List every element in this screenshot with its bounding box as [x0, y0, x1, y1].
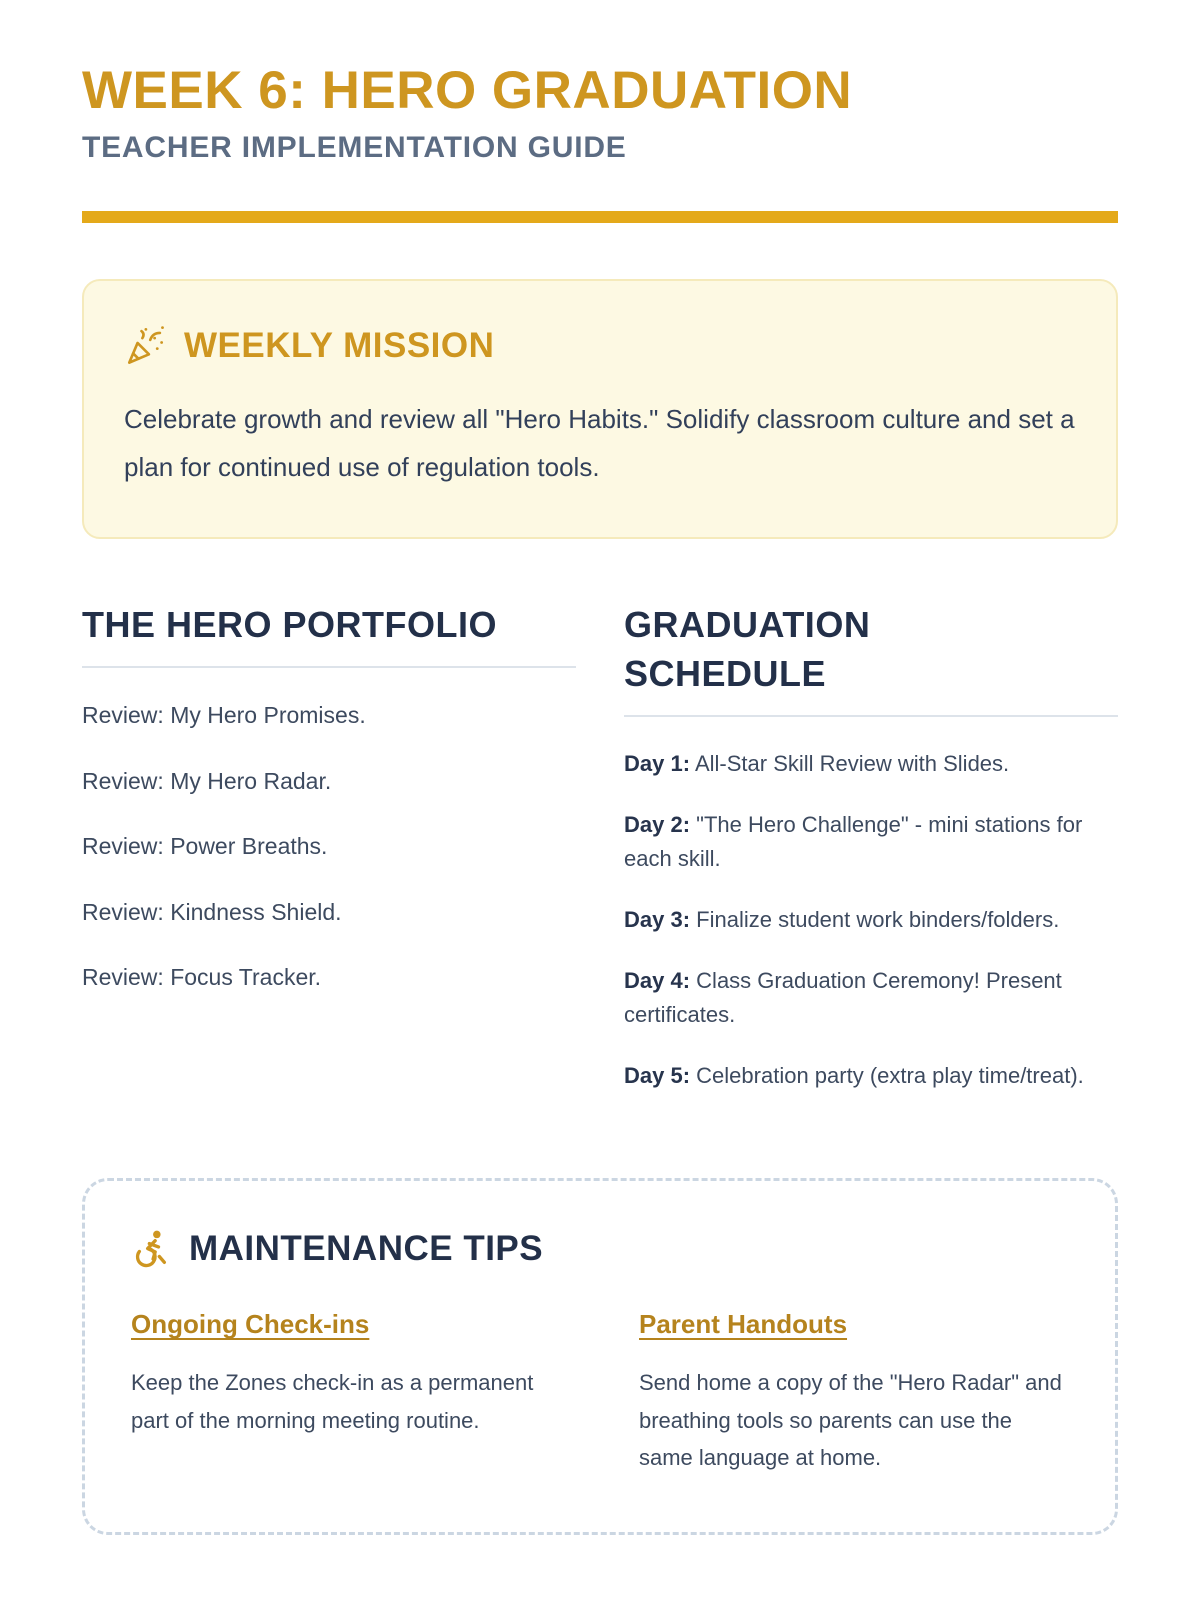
maintenance-columns	[131, 1309, 1069, 1476]
graduation-schedule-section	[624, 601, 1118, 1120]
schedule-day-text: "The Hero Challenge" - mini stations for each skill.	[624, 811, 1083, 871]
hero-portfolio-divider	[82, 666, 576, 668]
schedule-day-label: Day 4:	[624, 967, 691, 993]
parent-handouts-link[interactable]: Parent Handouts	[639, 1309, 848, 1340]
portfolio-item: Review: My Hero Promises.	[82, 702, 366, 729]
schedule-item	[624, 903, 1118, 937]
schedule-day-label: Day 3:	[624, 906, 691, 932]
maintenance-tips-heading: MAINTENANCE TIPS	[189, 1229, 544, 1269]
ongoing-checkins-column	[131, 1309, 561, 1476]
party-popper-icon	[124, 325, 166, 367]
schedule-item	[624, 1059, 1118, 1093]
schedule-day-text: Finalize student work binders/folders.	[696, 906, 1060, 932]
schedule-day-text: All-Star Skill Review with Slides.	[694, 750, 1010, 776]
schedule-item	[624, 808, 1118, 876]
schedule-day-text: Class Graduation Ceremony! Present certificates.	[624, 967, 1062, 1028]
wheelchair-icon	[131, 1229, 171, 1269]
schedule-day-text: Celebration party (extra play time/treat).	[696, 1063, 1084, 1089]
gold-divider-bar	[82, 211, 1118, 223]
parent-handouts-column	[639, 1309, 1069, 1476]
weekly-mission-header	[124, 325, 1076, 367]
page-title: WEEK 6: HERO GRADUATION	[82, 61, 853, 120]
maintenance-tips-box	[82, 1178, 1118, 1535]
page-subtitle: TEACHER IMPLEMENTATION GUIDE	[82, 131, 627, 165]
schedule-item	[624, 747, 1118, 781]
ongoing-checkins-link[interactable]: Ongoing Check-ins	[131, 1309, 370, 1340]
portfolio-item: Review: Power Breaths.	[82, 833, 328, 860]
schedule-item	[624, 964, 1118, 1032]
portfolio-item: Review: Focus Tracker.	[82, 964, 322, 991]
schedule-day-label: Day 5:	[624, 1063, 691, 1089]
weekly-mission-text: Celebrate growth and review all "Hero Habits." Solidify classroom culture and set a plan for continued use of regulation tools.	[124, 404, 1075, 483]
ongoing-checkins-text: Keep the Zones check-in as a permanent part of the morning meeting routine.	[131, 1370, 534, 1433]
hero-portfolio-heading: THE HERO PORTFOLIO	[82, 604, 498, 646]
schedule-day-label: Day 1:	[624, 750, 691, 776]
portfolio-item: Review: Kindness Shield.	[82, 898, 342, 925]
schedule-day-label: Day 2:	[624, 811, 691, 837]
weekly-mission-heading: WEEKLY MISSION	[184, 326, 495, 366]
portfolio-item: Review: My Hero Radar.	[82, 767, 332, 794]
maintenance-tips-header	[131, 1229, 1069, 1269]
hero-portfolio-section	[82, 601, 576, 1120]
weekly-mission-box	[82, 279, 1118, 539]
graduation-schedule-heading: GRADUATION SCHEDULE	[624, 604, 871, 695]
parent-handouts-text: Send home a copy of the "Hero Radar" and breathing tools so parents can use the same language at home.	[639, 1370, 1062, 1471]
graduation-schedule-divider	[624, 715, 1118, 717]
two-column-section	[82, 601, 1118, 1120]
